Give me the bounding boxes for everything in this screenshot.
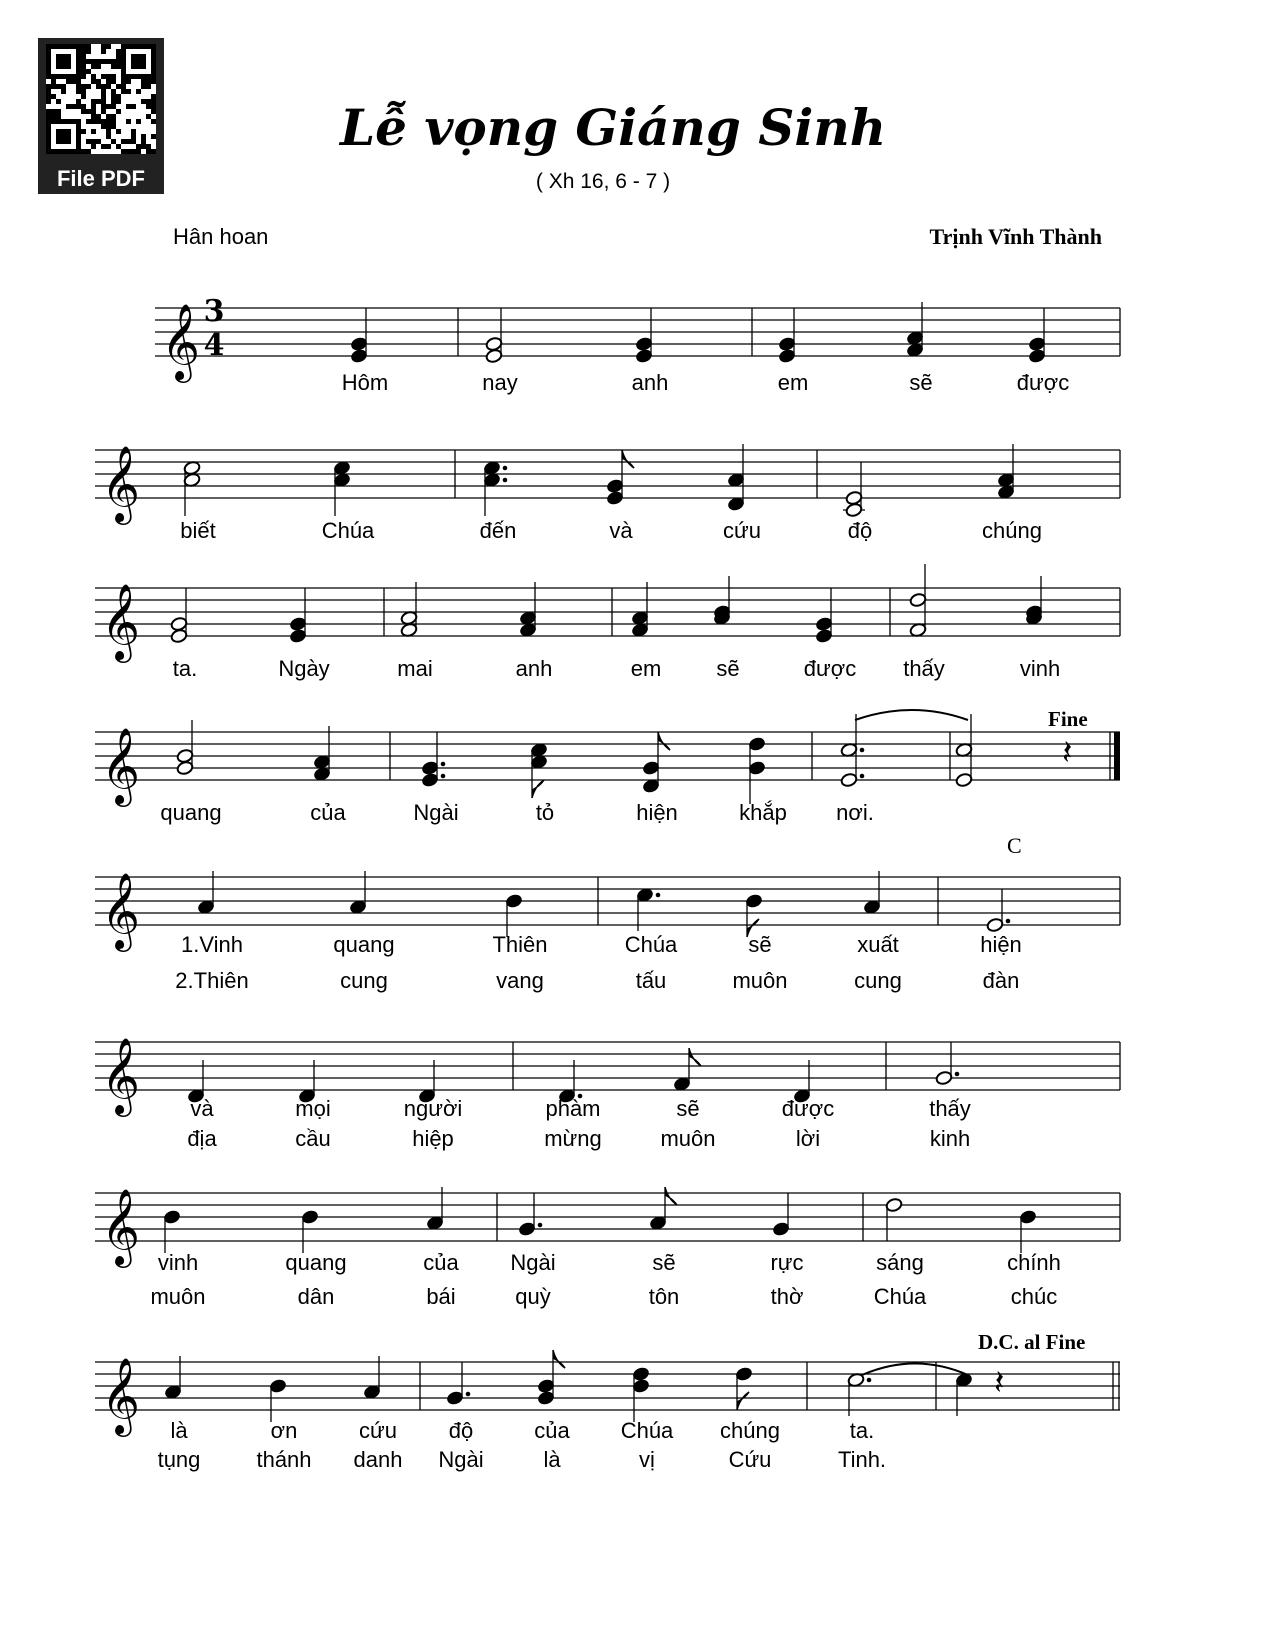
note-head (537, 1378, 555, 1393)
note-head (289, 616, 307, 631)
lyric-verse-1: anh (515, 656, 553, 681)
lyric-verse-1: ta. (849, 1418, 875, 1443)
note-head (885, 1197, 903, 1212)
lyric-verse-1: vinh (157, 1250, 199, 1275)
lyric-verse-1: hiện (636, 800, 678, 825)
lyric-verse-1: sẽ (716, 656, 740, 681)
eighth-flag (737, 1392, 749, 1410)
lyric-verse-1: khắp (739, 800, 787, 825)
lyric-verse-2: hiệp (412, 1126, 454, 1151)
note-head (840, 772, 858, 787)
lyric-verse-2: là (543, 1447, 561, 1472)
lyric-verse-1: thấy (929, 1096, 971, 1121)
augmentation-dot (860, 748, 865, 753)
lyric-verse-2: lời (795, 1126, 821, 1151)
note-head (642, 760, 660, 775)
augmentation-dot (656, 893, 661, 898)
lyric-verse-2: danh (353, 1447, 403, 1472)
lyric-verse-1: Ngài (510, 1250, 556, 1275)
tie (862, 1364, 968, 1376)
note-head (815, 616, 833, 631)
treble-clef-icon: 𝄞 (101, 727, 141, 804)
augmentation-dot (955, 1072, 960, 1077)
lyric-verse-2: tụng (157, 1447, 201, 1472)
treble-clef-icon: 𝄞 (101, 445, 141, 522)
treble-clef-icon: 𝄞 (101, 872, 141, 949)
lyric-verse-2: cầu (295, 1126, 331, 1151)
lyric-verse-1: quang (333, 932, 395, 957)
lyric-verse-1: được (803, 656, 857, 681)
lyric-verse-1: sẽ (909, 370, 933, 395)
lyric-verse-2: vị (639, 1447, 655, 1472)
lyric-verse-2: mừng (544, 1126, 602, 1151)
lyric-verse-1: quang (285, 1250, 347, 1275)
note-head (909, 592, 927, 607)
lyric-verse-2: muôn (660, 1126, 716, 1151)
lyric-verse-2: cung (340, 968, 388, 993)
lyric-verse-2: đàn (982, 968, 1020, 993)
lyric-verse-1: độ (847, 518, 873, 543)
lyric-verse-1: là (170, 1418, 188, 1443)
lyric-verse-1: mọi (295, 1096, 331, 1121)
note-head (632, 1378, 650, 1393)
augmentation-dot (503, 466, 508, 471)
note-head (269, 1378, 287, 1393)
lyric-verse-1: phàm (545, 1096, 601, 1121)
lyric-verse-2: thánh (256, 1447, 312, 1472)
lyric-verse-1: Ngài (413, 800, 459, 825)
note-head (301, 1209, 319, 1224)
lyric-verse-1: người (403, 1096, 463, 1121)
note-head (170, 616, 188, 631)
tie (855, 710, 968, 720)
note-head (1028, 348, 1046, 363)
eighth-flag (553, 1350, 565, 1368)
augmentation-dot (466, 1392, 471, 1397)
note-head (176, 748, 194, 763)
note-head (986, 917, 1004, 932)
tempo-marking: Hân hoan (173, 224, 269, 249)
lyric-verse-2: kinh (929, 1126, 971, 1151)
lyric-verse-1: chúng (720, 1418, 780, 1443)
lyric-verse-1: cứu (723, 518, 761, 543)
lyric-verse-2: Ngài (438, 1447, 484, 1472)
note-head (815, 628, 833, 643)
quarter-rest-icon: 𝄽 (994, 1363, 1005, 1403)
lyric-verse-1: anh (631, 370, 669, 395)
treble-clef-icon: 𝄞 (101, 1037, 141, 1114)
note-head (635, 336, 653, 351)
time-signature-bottom: 4 (203, 328, 225, 363)
lyric-verse-1: và (190, 1096, 214, 1121)
note-head (446, 1390, 464, 1405)
augmentation-dot (441, 774, 446, 779)
augmentation-dot (441, 762, 446, 767)
lyric-verse-1: em (630, 656, 662, 681)
treble-clef-icon: 𝄞 (101, 1357, 141, 1434)
lyric-verse-2: thờ (770, 1284, 804, 1309)
treble-clef-icon: 𝄞 (161, 303, 201, 380)
lyric-verse-2: bái (426, 1284, 456, 1309)
lyric-verse-1: đến (479, 518, 517, 543)
chord-symbol: C (1007, 833, 1022, 858)
time-signature-top: 3 (203, 294, 225, 329)
note-head (606, 490, 624, 505)
lyric-verse-1: nay (482, 370, 518, 395)
note-head (350, 348, 368, 363)
qr-label: File PDF (56, 166, 145, 191)
augmentation-dot (503, 478, 508, 483)
lyric-verse-1: sẽ (676, 1096, 700, 1121)
lyric-verse-2: vang (496, 968, 544, 993)
lyric-verse-1: của (423, 1250, 459, 1275)
lyric-verse-1: rực (770, 1250, 804, 1275)
note-head (163, 1209, 181, 1224)
lyric-verse-1: Chúa (624, 932, 678, 957)
note-head (778, 336, 796, 351)
note-head (421, 760, 439, 775)
note-head (606, 478, 624, 493)
quarter-rest-icon: 𝄽 (1062, 733, 1073, 773)
augmentation-dot (860, 774, 865, 779)
note-head (289, 628, 307, 643)
lyric-verse-1: Hôm (341, 370, 389, 395)
lyric-verse-1: Chúa (620, 1418, 674, 1443)
song-title: Lễ vọng Giáng Sinh (339, 98, 887, 157)
note-head (772, 1221, 790, 1236)
note-head (632, 1366, 650, 1381)
note-head (1019, 1209, 1037, 1224)
lyric-verse-2: tôn (648, 1284, 680, 1309)
lyric-verse-1: độ (448, 1418, 474, 1443)
augmentation-dot (538, 1223, 543, 1228)
note-head (350, 336, 368, 351)
lyric-verse-2: muôn (150, 1284, 206, 1309)
lyric-verse-1: sáng (876, 1250, 924, 1275)
lyric-verse-1: xuất (857, 932, 899, 957)
lyric-verse-2: chúc (1010, 1284, 1058, 1309)
lyric-verse-1: ơn (270, 1418, 298, 1443)
lyric-verse-1: cứu (359, 1418, 397, 1443)
note-head (1028, 336, 1046, 351)
eighth-flag (665, 1187, 677, 1205)
note-head (485, 336, 503, 351)
lyric-verse-2: 2.Thiên (175, 968, 249, 993)
note-head (635, 348, 653, 363)
fine-marking: Fine (1048, 707, 1088, 731)
lyric-verse-2: Chúa (873, 1284, 927, 1309)
lyric-verse-1: và (609, 518, 633, 543)
lyric-verse-1: sẽ (652, 1250, 676, 1275)
note-head (748, 736, 766, 751)
composer: Trịnh Vĩnh Thành (929, 224, 1102, 249)
lyric-verse-1: mai (397, 656, 433, 681)
note-head (745, 893, 763, 908)
note-head (537, 1390, 555, 1405)
note-head (748, 760, 766, 775)
final-barline (1114, 732, 1120, 780)
lyric-verse-1: biết (180, 518, 216, 543)
note-head (735, 1366, 753, 1381)
treble-clef-icon: 𝄞 (101, 583, 141, 660)
lyric-verse-1: 1.Vinh (181, 932, 243, 957)
note-head (935, 1070, 953, 1085)
lyric-verse-1: sẽ (748, 932, 772, 957)
lyric-verse-1: em (777, 370, 809, 395)
lyric-verse-2: cung (854, 968, 902, 993)
lyric-verse-2: dân (297, 1284, 335, 1309)
note-head (421, 772, 439, 787)
note-head (778, 348, 796, 363)
lyric-verse-2: địa (187, 1126, 217, 1151)
lyric-verse-2: Tinh. (837, 1447, 887, 1472)
treble-clef-icon: 𝄞 (101, 1188, 141, 1265)
lyric-verse-2: quỳ (515, 1284, 551, 1309)
lyric-verse-1: quang (160, 800, 222, 825)
lyric-verse-1: Chúa (321, 518, 375, 543)
lyric-verse-2: tấu (635, 968, 667, 993)
lyric-verse-1: của (310, 800, 346, 825)
eighth-flag (689, 1048, 701, 1066)
note-head (845, 490, 863, 505)
lyric-verse-2: muôn (732, 968, 788, 993)
augmentation-dot (1006, 919, 1011, 924)
lyric-verse-1: của (534, 1418, 570, 1443)
lyric-verse-1: thấy (903, 656, 945, 681)
lyric-verse-1: vinh (1019, 656, 1061, 681)
dc-al-fine-marking: D.C. al Fine (978, 1330, 1086, 1354)
note-head (505, 893, 523, 908)
lyric-verse-1: chúng (982, 518, 1042, 543)
lyric-verse-1: được (1016, 370, 1070, 395)
note-head (955, 772, 973, 787)
eighth-flag (622, 450, 634, 468)
augmentation-dot (867, 1378, 872, 1383)
lyric-verse-1: Thiên (492, 932, 548, 957)
lyric-verse-1: Ngày (278, 656, 330, 681)
eighth-flag (658, 732, 670, 750)
note-head (518, 1221, 536, 1236)
eighth-flag (532, 780, 544, 798)
scripture-reference: ( Xh 16, 6 - 7 ) (535, 170, 671, 193)
lyric-verse-1: tỏ (535, 800, 555, 825)
lyric-verse-1: hiện (980, 932, 1022, 957)
lyric-verse-1: ta. (172, 656, 198, 681)
lyric-verse-1: được (781, 1096, 835, 1121)
lyric-verse-1: nơi. (836, 800, 874, 825)
lyric-verse-2: Cứu (728, 1447, 772, 1472)
lyric-verse-1: chính (1007, 1250, 1061, 1275)
